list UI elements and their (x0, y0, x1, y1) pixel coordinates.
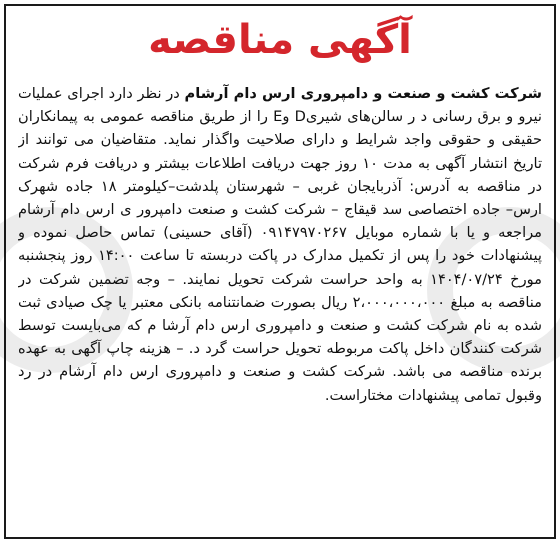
notice-title: آگهی مناقصه (148, 17, 412, 63)
notice-body (18, 82, 542, 527)
notice-body-text: در نظر دارد اجرای عملیات نیرو و برق رسانی د ر سالن‌های شیریD وE را از طریق مناقصه عمومی به پیمانکاران حقیقی و حقوقی واجد شرایط و دارای صلاحیت واگذار نماید. متقاضیان می توانند از تاریخ انتشار آگهی به مدت ۱۰ روز جهت دریافت اطلاعات بیشتر و دریافت فرم شرکت در مناقصه به آدرس: آذربایجان غربی – شهرستان پلدشت–کیلومتر ۱۸ جاده شهرک ارس– جاده اختصاصی سد قیقاج – شرکت کشت و صنعت دامپرور ی ارس دام آرشام مراجعه و یا با شماره موبایل ۰۹۱۴۷۹۷۰۲۶۷ (آقای حسینی) تماس حاصل نموده و پیشنهادات خود را پس از تکمیل مدارک در پاکت دربسته تا ساعت ۱۴:۰۰ روز پنجشنبه مورخ ۱۴۰۴/۰۷/۲۴ به واحد حراست شرکت تحویل نمایند. – وجه تضمین شرکت در مناقصه به مبلغ ۲،۰۰۰،۰۰۰،۰۰۰ ریال بصورت ضمانتنامه بانکی معتبر یا چک صیادی ثبت شده به نام شرکت کشت و صنعت و دامپروری ارس دام آرشا م که می‌بایست توسط شرکت کنندگان داخل پاکت مربوطه تحویل حراست گرد د. – هزینه چاپ آگهی به عهده برنده مناقصه می باشد. شرکت کشت و صنعت و دامپروری ارس دام آرشام در رد وقبول تمامی پیشنهادات مختاراست. (18, 85, 542, 404)
company-name: شرکت کشت و صنعت و دامپروری ارس دام آرشام (184, 85, 542, 102)
